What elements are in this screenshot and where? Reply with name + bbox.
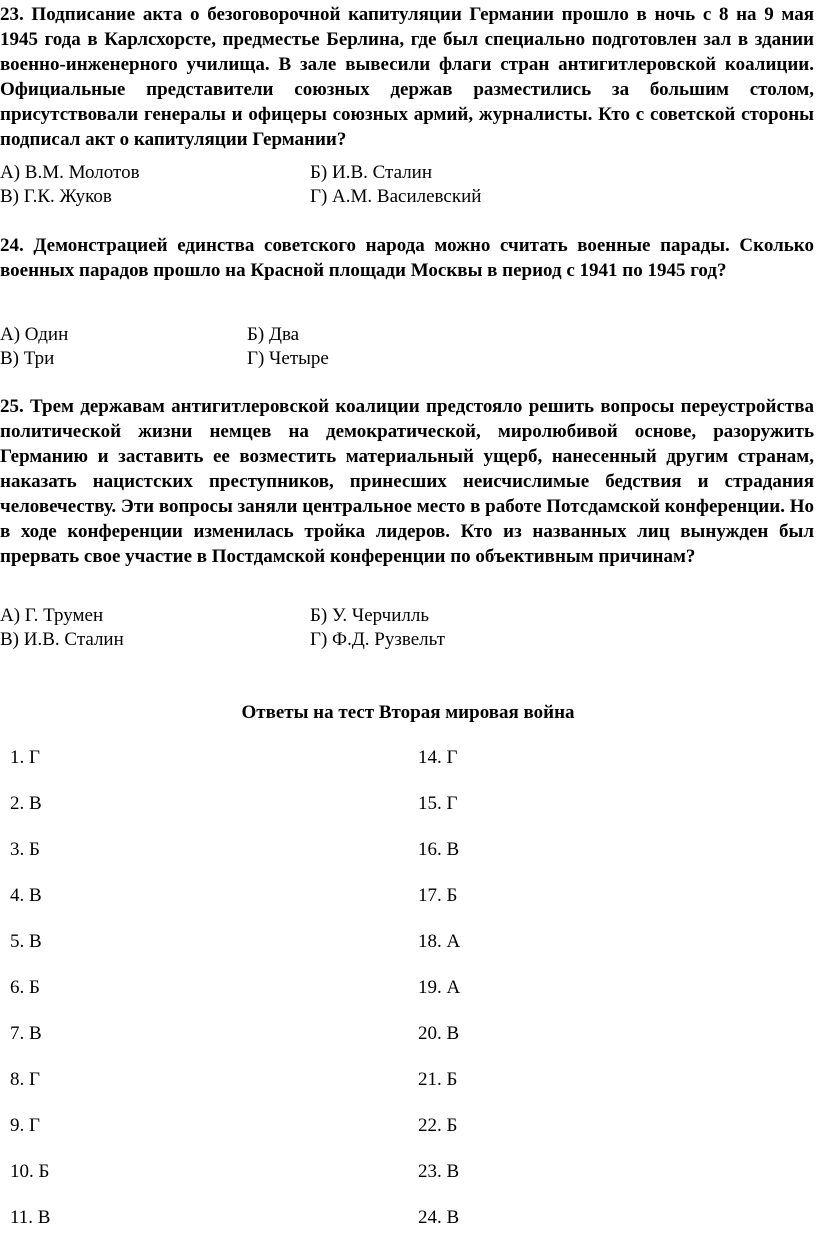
question-24-option-d: Г) Четыре (247, 348, 329, 369)
question-25-option-b: Б) У. Черчилль (310, 605, 430, 626)
answer-key-title: Ответы на тест Вторая мировая война (241, 702, 575, 723)
answer-key-item: 23. В (418, 1161, 460, 1182)
question-24-option-a: А) Один (0, 324, 69, 345)
answer-key-item: 6. Б (10, 977, 40, 998)
answer-key-item: 7. В (10, 1023, 42, 1044)
question-24-option-c: В) Три (0, 348, 55, 369)
question-25-option-c: В) И.В. Сталин (0, 629, 124, 650)
question-24-text: 24. Демонстрацией единства советского народа можно считать военные парады. Сколько военных парадов прошло на Красной площади Москвы в период с 1941 по 1945 год? (0, 235, 814, 281)
question-25-option-d: Г) Ф.Д. Рузвельт (310, 629, 445, 650)
question-23-option-c: В) Г.К. Жуков (0, 186, 112, 207)
answer-key-item: 14. Г (418, 747, 458, 768)
answer-key-item: 20. В (418, 1023, 460, 1044)
answer-key-item: 1. Г (10, 747, 40, 768)
answer-key-item: 11. В (10, 1207, 51, 1228)
answer-key-item: 24. В (418, 1207, 460, 1228)
question-23-text: 23. Подписание акта о безоговорочной капитуляции Германии прошло в ночь с 8 на 9 мая 1945 года в Карлсхорсте, предместье Берлина, где был специально подготовлен зал в здании военно-инженерного училища. В зале вывесили флаги стран антигитлеровской коалиции. Официальные представители союзных держав разместились за большим столом, присутствовали генералы и офицеры союзных армий, журналисты. Кто с советской стороны подписал акт о капитуляции Германии? (0, 4, 814, 150)
answer-key-item: 16. В (418, 839, 460, 860)
answer-key-item: 22. Б (418, 1115, 458, 1136)
question-25-option-a: А) Г. Трумен (0, 605, 104, 626)
answer-key-item: 2. В (10, 793, 42, 814)
question-23-option-b: Б) И.В. Сталин (310, 162, 433, 183)
answer-key-item: 5. В (10, 931, 42, 952)
answer-key-item: 17. Б (418, 885, 458, 906)
question-23-option-d: Г) А.М. Василевский (310, 186, 482, 207)
answer-key-item: 15. Г (418, 793, 458, 814)
question-25-text: 25. Трем державам антигитлеровской коалиции предстояло решить вопросы переустройства политической жизни немцев на демократической, миролюбивой основе, разоружить Германию и заставить ее возместить материальный ущерб, нанесенный другим странам, наказать нацистских преступников, принесших неисчислимые бедствия и страдания человечеству. Эти вопросы заняли центральное место в работе Потсдамской конференции. Но в ходе конференции изменилась тройка лидеров. Кто из названных лиц вынужден был прервать свое участие в Постдамской конференции по объективным причинам? (0, 396, 814, 567)
answer-key-item: 21. Б (418, 1069, 458, 1090)
answer-key-item: 3. Б (10, 839, 40, 860)
question-23-option-a: А) В.М. Молотов (0, 162, 140, 183)
answer-key-item: 19. А (418, 977, 461, 998)
answer-key-item: 8. Г (10, 1069, 40, 1090)
question-24-option-b: Б) Два (247, 324, 300, 345)
answer-key-item: 18. А (418, 931, 461, 952)
answer-key-item: 4. В (10, 885, 42, 906)
answer-key-item: 10. Б (10, 1161, 50, 1182)
answer-key-item: 9. Г (10, 1115, 40, 1136)
